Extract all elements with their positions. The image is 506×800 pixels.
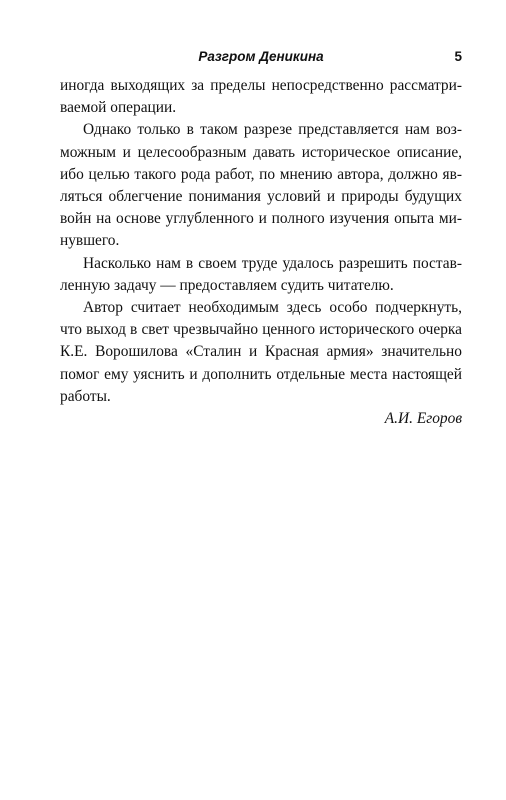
running-head <box>60 49 462 69</box>
paragraph: Автор считает необходимым здесь особо подчеркнуть, что выход в свет чрезвычайно ценного исторического очерка К.Е. Ворошилова «Сталин и Красная армия» значительно помог ему уяснить и дополнить отдельные места настоящей работы. <box>60 299 462 405</box>
paragraph-continued: иногда выходящих за пределы непосредственно рассматри-ваемой операции. <box>60 77 462 117</box>
running-title: Разгром Деникина <box>198 49 324 64</box>
paragraph: Насколько нам в своем труде удалось разрешить постав-ленную задачу — предоставляем судить читателю. <box>60 254 462 294</box>
page-number: 5 <box>454 49 462 64</box>
body-text <box>60 75 462 430</box>
author-signature: А.И. Егоров <box>384 410 462 428</box>
paragraph: Однако только в таком разрезе представляется нам воз-можным и целесообразным давать историческое описание, ибо целью такого рода работ, по мнению автора, должно яв-ляться облегчение понимания условий и природы будущих войн на основе углубленного и полного изучения опыта ми-нувшего. <box>60 121 462 250</box>
